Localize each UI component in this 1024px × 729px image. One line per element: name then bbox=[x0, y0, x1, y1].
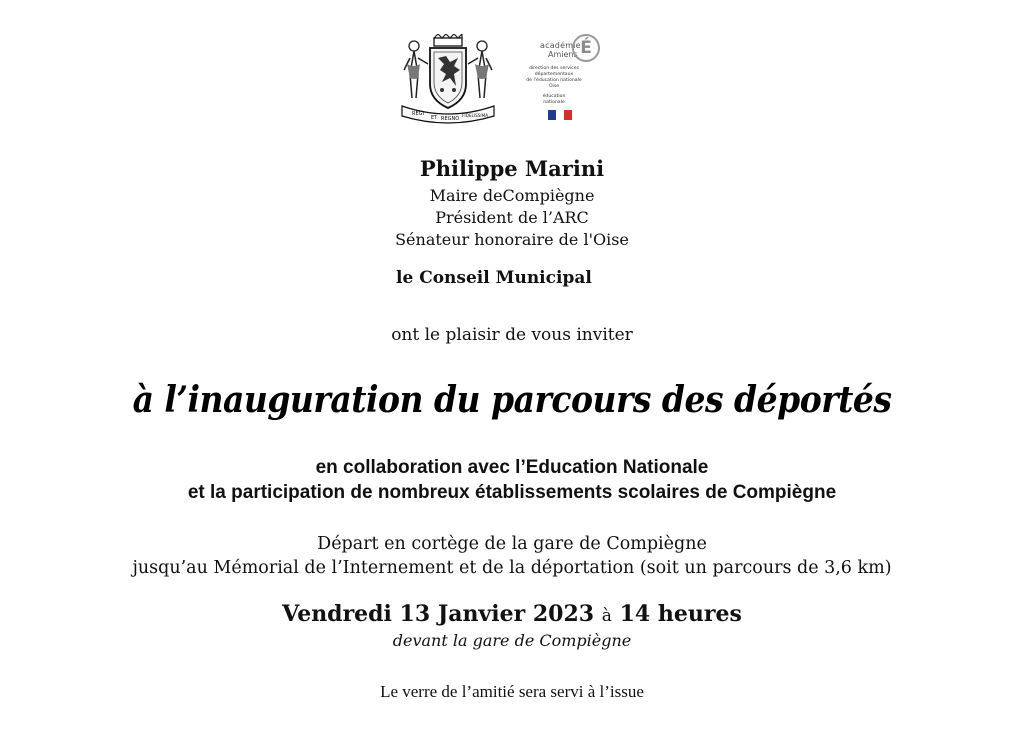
invite-line: ont le plaisir de vous inviter bbox=[391, 325, 633, 345]
closing-note: Le verre de l’amitié sera servi à l’issue bbox=[380, 682, 644, 701]
event-date bbox=[0, 601, 1024, 627]
french-flag-icon bbox=[548, 110, 572, 120]
host-name: Philippe Marini bbox=[419, 156, 605, 181]
academie-e-icon: É bbox=[572, 34, 600, 62]
collaboration-line: en collaboration avec l’Education Nationale bbox=[315, 457, 709, 478]
host-role-senator: Sénateur honoraire de l'Oise bbox=[395, 230, 629, 249]
compiegne-coat-of-arms-icon bbox=[400, 34, 496, 126]
academie-word: académie bbox=[540, 41, 581, 50]
crest-motto-regno: REGNO bbox=[441, 116, 460, 122]
academie-caption-2: départementaux bbox=[534, 72, 574, 77]
academie-caption-5: éducation bbox=[542, 94, 566, 99]
academie-caption-6: nationale bbox=[543, 100, 565, 105]
participation-line: et la participation de nombreux établissements scolaires de Compiègne bbox=[187, 482, 837, 503]
academie-city: Amiens bbox=[548, 50, 578, 59]
date-separator: à bbox=[601, 606, 612, 626]
academie-amiens-logo bbox=[518, 28, 618, 128]
crest-motto-fidelissima: FIDELISSIMA bbox=[462, 113, 489, 118]
event-location: devant la gare de Compiègne bbox=[392, 631, 632, 650]
host-role-mayor: Maire deCompiègne bbox=[429, 186, 595, 205]
crest-motto-regi: REGI bbox=[412, 111, 424, 117]
academie-caption-4: Oise bbox=[548, 84, 560, 89]
event-day: Vendredi 13 Janvier 2023 bbox=[282, 601, 595, 627]
route-line: jusqu’au Mémorial de l’Internement et de la déportation (soit un parcours de 3,6 km) bbox=[132, 558, 892, 578]
municipal-council: le Conseil Municipal bbox=[396, 268, 592, 288]
host-role-president: Président de l’ARC bbox=[435, 208, 589, 227]
event-time: 14 heures bbox=[619, 601, 742, 627]
event-title: à l’inauguration du parcours des déportés bbox=[132, 378, 892, 421]
departure-line: Départ en cortège de la gare de Compiègne bbox=[317, 534, 707, 554]
academie-caption-3: de l'éducation nationale bbox=[526, 78, 582, 83]
crest-motto-et: ET bbox=[431, 115, 438, 121]
academie-caption-1: direction des services bbox=[528, 66, 580, 71]
